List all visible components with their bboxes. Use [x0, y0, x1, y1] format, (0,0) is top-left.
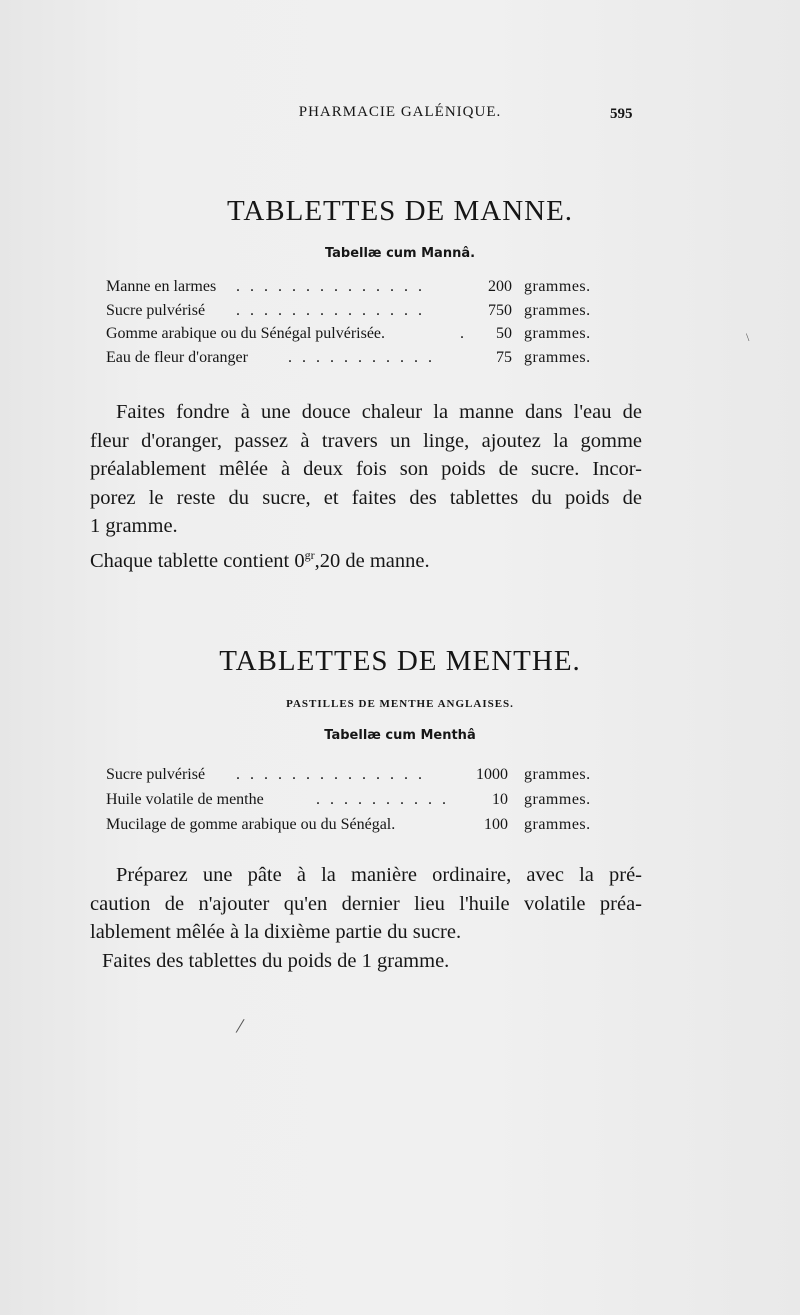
ingredient-unit: grammes. [524, 766, 591, 783]
leader-dots: . . . . . . . . . . . [288, 348, 435, 366]
leader-dots: . . . . . . . . . . . . . . [236, 301, 425, 319]
leader-dots: . . . . . . . . . . . . . . [236, 278, 425, 295]
running-head [0, 104, 800, 128]
text-line: caution de n'ajouter qu'en dernier lieu l'huile volatile préa- [90, 892, 642, 915]
ingredient-unit: grammes. [524, 278, 591, 295]
ingredient-unit: grammes. [524, 816, 591, 833]
ingredient-name: Eau de fleur d'oranger [106, 348, 248, 366]
ingredient-list-manne [106, 278, 606, 372]
ingredient-row [106, 325, 606, 349]
page-number: 595 [610, 106, 633, 122]
ingredient-quantity: 1000 [476, 766, 508, 783]
dosage-note-manne [90, 541, 642, 575]
subtitle-menthe: PASTILLES DE MENTHE ANGLAISES. [286, 698, 514, 710]
latin-title-manne: Tabellæ cum Mannâ. [324, 246, 476, 261]
ingredient-row [106, 816, 606, 841]
ingredient-quantity: 100 [484, 816, 508, 833]
stray-pen-mark: / [234, 1012, 246, 1039]
ingredient-name: Sucre pulvérisé [106, 301, 206, 319]
ingredient-row [106, 302, 606, 326]
text-line: Préparez une pâte à la manière ordinaire, avec la pré- [116, 864, 642, 886]
section-title-manne: TABLETTES DE MANNE. [226, 195, 574, 227]
dosage-note-text: ,20 de manne. [314, 549, 430, 572]
ingredient-quantity: 75 [496, 348, 512, 366]
ingredient-name: Mucilage de gomme arabique ou du Sénégal. [106, 816, 396, 833]
ingredient-name: Sucre pulvérisé [106, 766, 206, 783]
ingredient-unit: grammes. [524, 301, 591, 319]
running-title: PHARMACIE GALÉNIQUE. [298, 104, 502, 120]
text-line: Faites fondre à une douce chaleur la manne dans l'eau de [116, 401, 642, 423]
ingredient-name: Manne en larmes [106, 278, 217, 295]
latin-title-menthe: Tabellæ cum Menthâ [324, 728, 476, 743]
ingredient-name: Gomme arabique ou du Sénégal pulvérisée. [106, 325, 386, 342]
section-title-menthe: TABLETTES DE MENTHE. [219, 645, 581, 677]
leader-dots: . [460, 325, 467, 342]
ingredient-row [106, 766, 606, 791]
text-line: porez le reste du sucre, et faites des tablettes du poids de [90, 486, 642, 509]
text-line: fleur d'oranger, passez à travers un linge, ajoutez la gomme [90, 429, 642, 452]
ingredient-row [106, 278, 606, 302]
ingredient-quantity: 10 [492, 791, 508, 808]
instructions-manne [90, 398, 642, 575]
ingredient-quantity: 750 [488, 301, 512, 319]
stray-pen-mark: \ [746, 330, 750, 344]
ingredient-unit: grammes. [524, 348, 591, 366]
ingredient-row [106, 791, 606, 816]
ingredient-row [106, 349, 606, 373]
ingredient-quantity: 50 [496, 325, 512, 342]
dosage-note-text: Chaque tablette contient 0 [90, 549, 305, 572]
ingredient-list-menthe [106, 766, 606, 841]
ingredient-unit: grammes. [524, 325, 591, 342]
leader-dots: . . . . . . . . . . . . . . [236, 766, 425, 783]
ingredient-name: Huile volatile de menthe [106, 791, 264, 808]
dosage-note-menthe: Faites des tablettes du poids de 1 gramme. [102, 949, 450, 972]
text-line: 1 gramme. [90, 515, 178, 537]
gram-abbreviation: gr [304, 547, 315, 562]
instructions-menthe [90, 861, 642, 975]
ingredient-quantity: 200 [488, 278, 512, 295]
ingredient-unit: grammes. [524, 791, 591, 808]
leader-dots: . . . . . . . . . . [316, 791, 449, 808]
text-line: préalablement mêlée à deux fois son poids de sucre. Incor- [90, 458, 642, 480]
text-line: lablement mêlée à la dixième partie du sucre. [90, 921, 462, 943]
